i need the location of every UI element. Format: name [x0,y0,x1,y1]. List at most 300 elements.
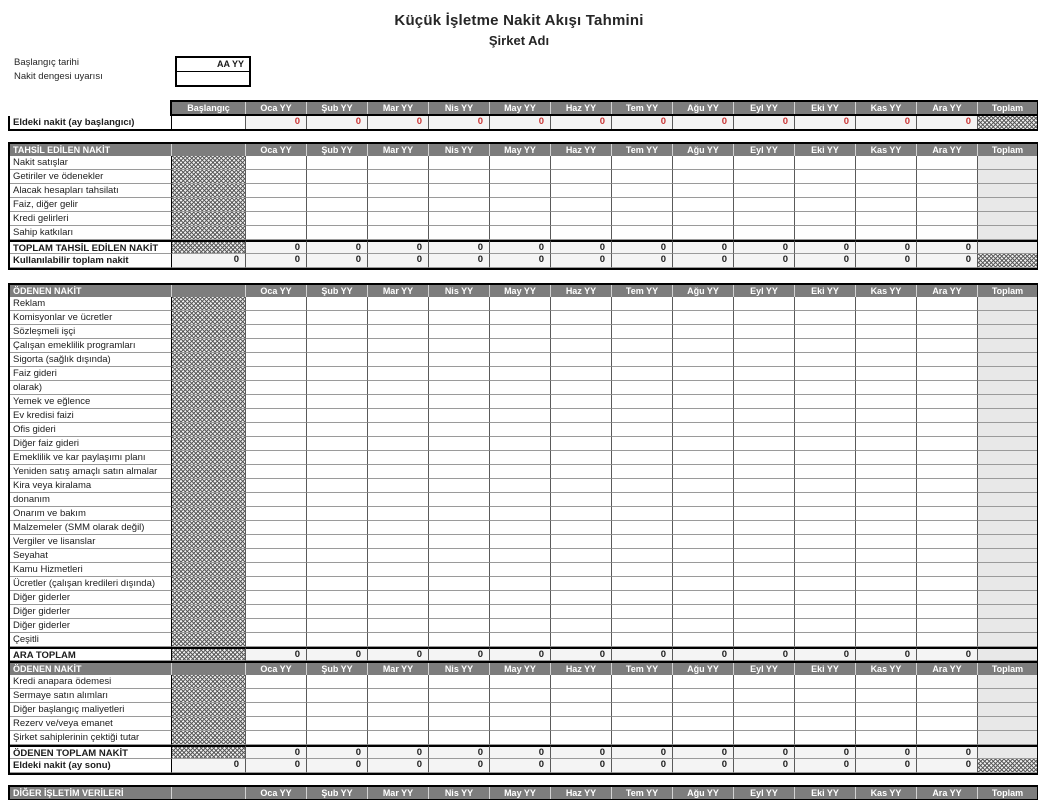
cell-month-input[interactable] [551,423,612,437]
cell-month-input[interactable] [795,493,856,507]
cell-month-input[interactable] [429,507,490,521]
cell-month-input[interactable] [673,731,734,745]
cell-month-input[interactable] [612,717,673,731]
cell-month-input[interactable] [307,675,368,689]
cell-month-input[interactable] [673,703,734,717]
cell-month-input[interactable] [734,212,795,226]
cell-month-input[interactable] [551,731,612,745]
cell-month-input[interactable] [795,339,856,353]
start-date-input[interactable]: AA YY [177,58,249,72]
cell-month-input[interactable] [734,619,795,633]
cell-month-input[interactable] [490,717,551,731]
cell-month-input[interactable] [734,381,795,395]
cell-month-input[interactable] [551,493,612,507]
cell-month-input[interactable] [673,535,734,549]
cell-month-input[interactable] [368,731,429,745]
cell-month-input[interactable] [429,619,490,633]
cell-month-input[interactable] [368,577,429,591]
cell-month-input[interactable] [246,156,307,170]
cell-month-input[interactable] [917,703,978,717]
cell-month-input[interactable] [429,311,490,325]
cell-month-input[interactable] [429,156,490,170]
cell-month-input[interactable] [246,353,307,367]
cell-month-input[interactable] [612,563,673,577]
cell-month-input[interactable] [490,311,551,325]
cell-month-input[interactable] [734,198,795,212]
cell-month-input[interactable] [917,339,978,353]
cell-month-input[interactable] [246,451,307,465]
cell-month-input[interactable] [551,521,612,535]
cell-month-input[interactable] [551,563,612,577]
cell-month-input[interactable] [490,577,551,591]
cell-month-input[interactable] [307,325,368,339]
cell-month-input[interactable] [612,367,673,381]
cell-month-input[interactable] [795,507,856,521]
cell-month-input[interactable] [917,353,978,367]
cell-month-input[interactable] [673,423,734,437]
cell-month-input[interactable] [490,325,551,339]
cell-month-input[interactable] [490,479,551,493]
cell-month-input[interactable] [368,311,429,325]
cell-month-input[interactable] [856,353,917,367]
cell-month-input[interactable] [307,633,368,647]
cell-month-input[interactable] [734,156,795,170]
cell-month-input[interactable] [429,339,490,353]
cell-month-input[interactable] [551,437,612,451]
cell-month-input[interactable] [734,675,795,689]
cell-month-input[interactable] [551,535,612,549]
cell-month-input[interactable] [246,465,307,479]
cell-begin-input[interactable] [172,116,246,129]
cell-month-input[interactable] [307,521,368,535]
cell-month-input[interactable] [612,212,673,226]
cell-month-input[interactable] [673,689,734,703]
cell-month-input[interactable] [795,577,856,591]
cell-month-input[interactable] [368,184,429,198]
cell-month-input[interactable] [246,605,307,619]
cell-month-input[interactable] [856,549,917,563]
cell-month-input[interactable] [368,156,429,170]
cell-month-input[interactable] [612,226,673,240]
cell-month-input[interactable] [673,633,734,647]
cell-month-input[interactable] [795,703,856,717]
cell-month-input[interactable] [551,353,612,367]
cell-month-input[interactable] [734,633,795,647]
cell-month-input[interactable] [795,437,856,451]
cell-month-input[interactable] [551,212,612,226]
cell-month-input[interactable] [673,198,734,212]
cell-month-input[interactable] [551,395,612,409]
cell-month-input[interactable] [795,170,856,184]
cell-month-input[interactable] [246,367,307,381]
cell-month-input[interactable] [734,184,795,198]
cell-month-input[interactable] [490,423,551,437]
cell-month-input[interactable] [734,395,795,409]
cell-month-input[interactable] [368,675,429,689]
cell-month-input[interactable] [490,409,551,423]
cell-month-input[interactable] [612,535,673,549]
cell-month-input[interactable] [246,184,307,198]
cell-month-input[interactable] [551,170,612,184]
cell-month-input[interactable] [673,717,734,731]
cell-month-input[interactable] [551,703,612,717]
cell-month-input[interactable] [612,521,673,535]
cell-month-input[interactable] [795,465,856,479]
cell-month-input[interactable] [246,731,307,745]
cell-month-input[interactable] [551,409,612,423]
cell-month-input[interactable] [490,170,551,184]
cell-month-input[interactable] [917,367,978,381]
cell-month-input[interactable] [734,409,795,423]
cell-month-input[interactable] [795,395,856,409]
cell-month-input[interactable] [917,465,978,479]
cell-month-input[interactable] [673,591,734,605]
cell-month-input[interactable] [307,563,368,577]
cell-month-input[interactable] [307,184,368,198]
cell-month-input[interactable] [734,535,795,549]
cell-month-input[interactable] [246,423,307,437]
cell-month-input[interactable] [673,297,734,311]
cell-month-input[interactable] [917,451,978,465]
cell-month-input[interactable] [856,381,917,395]
cell-month-input[interactable] [612,675,673,689]
cell-month-input[interactable] [551,367,612,381]
cell-month-input[interactable] [246,212,307,226]
cell-month-input[interactable] [612,479,673,493]
cell-month-input[interactable] [795,198,856,212]
cell-month-input[interactable] [612,325,673,339]
cell-month-input[interactable] [246,493,307,507]
cell-month-input[interactable] [490,507,551,521]
cell-month-input[interactable] [856,717,917,731]
cell-month-input[interactable] [612,689,673,703]
cell-month-input[interactable] [246,535,307,549]
cell-month-input[interactable] [307,507,368,521]
cell-month-input[interactable] [612,619,673,633]
cell-month-input[interactable] [490,703,551,717]
cell-month-input[interactable] [795,325,856,339]
cell-month-input[interactable] [551,605,612,619]
cell-month-input[interactable] [917,549,978,563]
cell-month-input[interactable] [429,325,490,339]
cell-month-input[interactable] [917,198,978,212]
cell-month-input[interactable] [612,353,673,367]
cell-month-input[interactable] [673,605,734,619]
cell-month-input[interactable] [673,395,734,409]
cell-month-input[interactable] [734,451,795,465]
cell-month-input[interactable] [551,381,612,395]
cell-month-input[interactable] [856,591,917,605]
cell-month-input[interactable] [368,619,429,633]
cell-month-input[interactable] [612,465,673,479]
cell-month-input[interactable] [673,493,734,507]
cell-month-input[interactable] [856,703,917,717]
cell-month-input[interactable] [368,339,429,353]
cell-month-input[interactable] [490,549,551,563]
cell-month-input[interactable] [551,311,612,325]
cell-month-input[interactable] [612,423,673,437]
cell-month-input[interactable] [917,717,978,731]
cell-month-input[interactable] [856,325,917,339]
cell-month-input[interactable] [246,198,307,212]
cell-month-input[interactable] [795,633,856,647]
cell-month-input[interactable] [795,367,856,381]
cell-month-input[interactable] [734,731,795,745]
cell-month-input[interactable] [307,465,368,479]
cell-month-input[interactable] [795,689,856,703]
cell-month-input[interactable] [734,367,795,381]
cell-month-input[interactable] [673,451,734,465]
cell-month-input[interactable] [795,591,856,605]
cell-month-input[interactable] [246,563,307,577]
cell-month-input[interactable] [307,549,368,563]
cell-month-input[interactable] [429,549,490,563]
cell-month-input[interactable] [368,297,429,311]
cell-month-input[interactable] [246,703,307,717]
cell-month-input[interactable] [612,409,673,423]
cell-month-input[interactable] [307,577,368,591]
cell-month-input[interactable] [246,226,307,240]
cell-month-input[interactable] [734,465,795,479]
cell-month-input[interactable] [307,409,368,423]
cell-month-input[interactable] [368,521,429,535]
cell-month-input[interactable] [429,465,490,479]
cell-month-input[interactable] [429,703,490,717]
cell-month-input[interactable] [917,591,978,605]
cell-month-input[interactable] [368,479,429,493]
cell-month-input[interactable] [551,507,612,521]
cell-month-input[interactable] [917,619,978,633]
cell-month-input[interactable] [917,493,978,507]
cell-month-input[interactable] [368,353,429,367]
cell-month-input[interactable] [795,212,856,226]
cell-month-input[interactable] [673,437,734,451]
cell-month-input[interactable] [612,156,673,170]
cell-month-input[interactable] [429,409,490,423]
cell-month-input[interactable] [490,689,551,703]
cell-month-input[interactable] [795,675,856,689]
cell-month-input[interactable] [612,731,673,745]
cell-month-input[interactable] [856,563,917,577]
cell-month-input[interactable] [856,521,917,535]
cell-month-input[interactable] [490,591,551,605]
cell-month-input[interactable] [551,198,612,212]
cell-month-input[interactable] [429,479,490,493]
cell-month-input[interactable] [734,423,795,437]
cell-month-input[interactable] [490,226,551,240]
cell-month-input[interactable] [795,731,856,745]
cell-month-input[interactable] [612,507,673,521]
cell-month-input[interactable] [917,633,978,647]
cell-month-input[interactable] [612,703,673,717]
cell-month-input[interactable] [795,535,856,549]
cell-month-input[interactable] [795,311,856,325]
cell-month-input[interactable] [307,591,368,605]
cell-month-input[interactable] [612,493,673,507]
cell-month-input[interactable] [307,170,368,184]
cell-month-input[interactable] [307,156,368,170]
cell-month-input[interactable] [795,619,856,633]
cell-month-input[interactable] [856,535,917,549]
cell-month-input[interactable] [307,479,368,493]
cell-month-input[interactable] [307,212,368,226]
cell-month-input[interactable] [673,156,734,170]
cell-month-input[interactable] [734,353,795,367]
cell-month-input[interactable] [673,226,734,240]
cell-month-input[interactable] [612,381,673,395]
cell-month-input[interactable] [612,184,673,198]
cell-month-input[interactable] [734,493,795,507]
cell-month-input[interactable] [368,549,429,563]
cell-month-input[interactable] [429,381,490,395]
cash-alert-input[interactable] [177,72,249,85]
cell-month-input[interactable] [307,535,368,549]
cell-month-input[interactable] [856,226,917,240]
cell-month-input[interactable] [551,675,612,689]
cell-month-input[interactable] [734,703,795,717]
cell-month-input[interactable] [490,381,551,395]
cell-month-input[interactable] [490,619,551,633]
cell-month-input[interactable] [856,675,917,689]
cell-month-input[interactable] [429,395,490,409]
cell-month-input[interactable] [429,367,490,381]
cell-month-input[interactable] [368,198,429,212]
cell-month-input[interactable] [734,479,795,493]
cell-month-input[interactable] [856,605,917,619]
cell-month-input[interactable] [856,731,917,745]
cell-month-input[interactable] [734,437,795,451]
cell-month-input[interactable] [612,297,673,311]
cell-month-input[interactable] [917,563,978,577]
cell-month-input[interactable] [246,325,307,339]
cell-month-input[interactable] [795,521,856,535]
cell-month-input[interactable] [429,521,490,535]
cell-month-input[interactable] [856,493,917,507]
cell-month-input[interactable] [368,689,429,703]
cell-month-input[interactable] [612,339,673,353]
cell-month-input[interactable] [917,311,978,325]
cell-month-input[interactable] [917,170,978,184]
cell-month-input[interactable] [246,717,307,731]
cell-month-input[interactable] [795,549,856,563]
cell-month-input[interactable] [429,689,490,703]
cell-month-input[interactable] [246,591,307,605]
cell-month-input[interactable] [490,297,551,311]
cell-month-input[interactable] [368,717,429,731]
cell-month-input[interactable] [551,156,612,170]
cell-month-input[interactable] [307,311,368,325]
cell-month-input[interactable] [246,675,307,689]
cell-month-input[interactable] [429,170,490,184]
cell-month-input[interactable] [917,325,978,339]
cell-month-input[interactable] [429,184,490,198]
cell-month-input[interactable] [246,479,307,493]
cell-month-input[interactable] [246,549,307,563]
cell-month-input[interactable] [490,339,551,353]
cell-month-input[interactable] [368,423,429,437]
cell-month-input[interactable] [856,156,917,170]
cell-month-input[interactable] [551,591,612,605]
cell-month-input[interactable] [307,437,368,451]
cell-month-input[interactable] [368,605,429,619]
cell-month-input[interactable] [368,507,429,521]
cell-month-input[interactable] [490,437,551,451]
cell-month-input[interactable] [368,451,429,465]
cell-month-input[interactable] [368,703,429,717]
cell-month-input[interactable] [734,325,795,339]
cell-month-input[interactable] [673,184,734,198]
cell-month-input[interactable] [551,465,612,479]
cell-month-input[interactable] [429,451,490,465]
cell-month-input[interactable] [856,367,917,381]
cell-month-input[interactable] [795,226,856,240]
cell-month-input[interactable] [917,297,978,311]
cell-month-input[interactable] [490,465,551,479]
cell-month-input[interactable] [734,297,795,311]
cell-month-input[interactable] [368,563,429,577]
cell-month-input[interactable] [368,465,429,479]
cell-month-input[interactable] [429,493,490,507]
cell-month-input[interactable] [734,563,795,577]
cell-month-input[interactable] [551,451,612,465]
cell-month-input[interactable] [856,212,917,226]
cell-month-input[interactable] [856,619,917,633]
cell-month-input[interactable] [368,535,429,549]
cell-month-input[interactable] [490,395,551,409]
cell-month-input[interactable] [246,437,307,451]
cell-month-input[interactable] [734,591,795,605]
cell-month-input[interactable] [856,633,917,647]
cell-month-input[interactable] [917,212,978,226]
cell-month-input[interactable] [307,493,368,507]
cell-month-input[interactable] [429,717,490,731]
cell-month-input[interactable] [551,184,612,198]
cell-month-input[interactable] [490,451,551,465]
cell-month-input[interactable] [368,212,429,226]
cell-month-input[interactable] [917,507,978,521]
cell-month-input[interactable] [612,311,673,325]
cell-month-input[interactable] [368,226,429,240]
cell-month-input[interactable] [368,409,429,423]
cell-month-input[interactable] [795,423,856,437]
cell-month-input[interactable] [795,717,856,731]
cell-month-input[interactable] [734,311,795,325]
cell-month-input[interactable] [429,226,490,240]
cell-month-input[interactable] [673,311,734,325]
cell-month-input[interactable] [307,619,368,633]
cell-month-input[interactable] [490,675,551,689]
cell-month-input[interactable] [795,479,856,493]
cell-month-input[interactable] [490,367,551,381]
cell-month-input[interactable] [673,619,734,633]
cell-month-input[interactable] [917,156,978,170]
cell-month-input[interactable] [795,563,856,577]
cell-month-input[interactable] [856,170,917,184]
cell-month-input[interactable] [917,731,978,745]
cell-month-input[interactable] [429,675,490,689]
cell-month-input[interactable] [307,703,368,717]
cell-month-input[interactable] [612,395,673,409]
cell-month-input[interactable] [551,633,612,647]
cell-month-input[interactable] [429,577,490,591]
cell-month-input[interactable] [307,451,368,465]
cell-month-input[interactable] [246,521,307,535]
cell-month-input[interactable] [429,437,490,451]
cell-month-input[interactable] [734,577,795,591]
cell-month-input[interactable] [856,198,917,212]
cell-month-input[interactable] [917,689,978,703]
cell-month-input[interactable] [917,437,978,451]
